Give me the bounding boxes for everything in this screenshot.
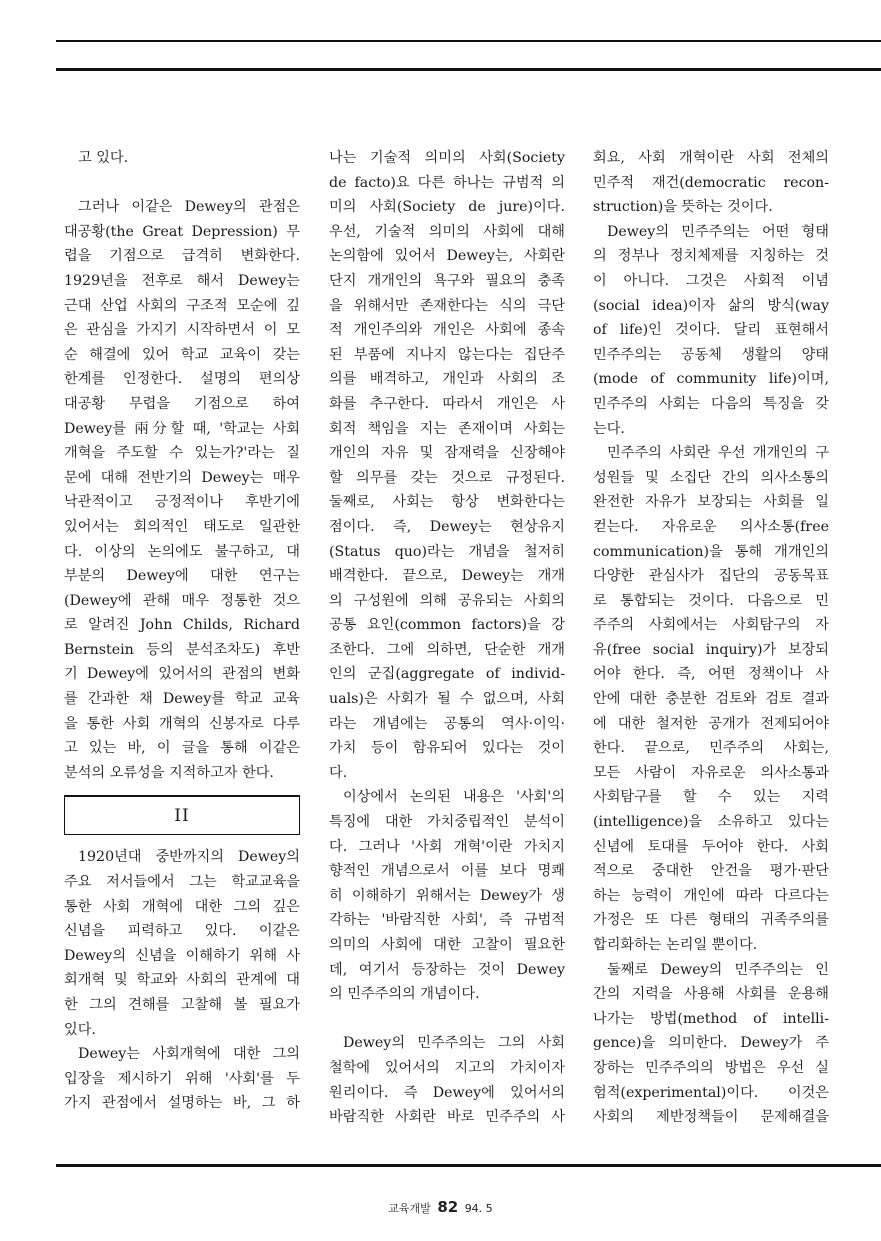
paragraph [64,195,300,785]
text-line: Dewey의 민주주의는 어떤 형태 [607,223,829,240]
text-line: 사회탐구를 할 수 있는 지력 [593,789,829,806]
text-line: 한다. 끝으로, 민주주의 사회는, [593,740,829,757]
text-line: 의 구성원에 의해 공유되는 사회의 [329,592,565,609]
text-line: 의 민주주의의 개념이다. [329,986,480,1003]
text-line: 화를 추구한다. 따라서 개인은 사 [329,395,565,412]
text-line: 낙관적이고 긍정적이나 후반기에 [64,494,300,511]
text-line: Dewey는 사회개혁에 대한 그의 [78,1046,300,1063]
paragraph [64,146,300,171]
paragraph [593,146,829,220]
text-line: communication)을 통해 개개인의 [593,543,829,560]
text-line: 1920년대 중반까지의 Dewey의 [78,849,300,866]
text-line: 각하는 '바람직한 사회', 즉 규범적 [329,912,565,929]
text-column-right [593,146,829,1130]
text-line: 합리화하는 논리일 뿐이다. [593,937,758,953]
paragraph [64,1042,300,1116]
text-line: 둘째로, 사회는 항상 변화한다는 [329,494,565,511]
text-line: de facto)요 다른 하나는 규범적 의 [329,174,565,191]
text-line: 원리이다. 즉 Dewey에 있어서의 [329,1084,565,1101]
paragraph [593,958,829,1130]
text-line: 성원들 및 소집단 간의 의사소통의 [593,469,829,486]
text-line: 철학에 있어서의 지고의 가치이자 [329,1059,565,1076]
text-line: (social idea)이자 삶의 방식(way [593,297,829,314]
text-line: 을 위해서만 존재한다는 식의 극단 [329,297,565,314]
text-line: 바람직한 사회란 바로 민주주의 사 [329,1109,565,1126]
text-line: struction)을 뜻하는 것이다. [593,199,773,216]
text-line: 유(free social inquiry)가 보장되 [593,641,829,658]
text-line: 신념을 피력하고 있다. 이같은 [64,923,300,940]
text-line: Dewey의 민주주의는 그의 사회 [343,1035,565,1052]
text-line: 이 아니다. 그것은 사회적 이념 [593,272,829,289]
text-line: 나는 기술적 의미의 사회(Society [329,150,565,166]
text-line: 회요, 사회 개혁이란 사회 전체의 [593,150,829,166]
text-line: Dewey의 신념을 이해하기 위해 사 [64,947,300,964]
text-line: uals)은 사회가 될 수 없으며, 사회 [329,691,565,708]
text-line: 로 통합되는 것이다. 다음으로 민 [593,592,829,609]
text-line: 개혁을 주도할 수 있는가?'라는 질 [64,445,300,462]
paragraph [593,441,829,957]
text-line: 할 의무를 갖는 것으로 규정된다. [329,469,565,486]
text-line: 가지 관점에서 설명하는 바, 그 하 [64,1095,300,1112]
page-footer [0,1198,881,1216]
text-line: 개인의 자유 및 잠재력을 신장해야 [329,445,565,462]
text-line: 의 정부나 정치체제를 지칭하는 것 [593,248,829,265]
text-line: 는다. [593,420,625,437]
footer-journal-name: 교육개발 [388,1202,431,1215]
text-line: 회개혁 및 학교와 사회의 관계에 대 [64,972,300,989]
text-column-middle [329,146,565,1130]
text-line: 향적인 개념으로서 이를 보다 명쾌 [329,863,565,880]
text-line: 로 알려진 John Childs, Richard [64,617,300,634]
paragraph [64,845,300,1042]
text-line: 렵을 기점으로 급격히 변화한다. [64,248,300,265]
text-line: 기 Dewey에 있어서의 관점의 변화 [64,666,300,683]
text-line: 가정은 또 다른 형태의 귀족주의를 [593,912,829,929]
text-line: 입장을 제시하기 위해 '사회'를 두 [64,1070,300,1087]
text-line: 문에 대해 전반기의 Dewey는 매우 [64,469,300,486]
text-line: 라는 개념에는 공통의 역사·이익· [329,715,565,732]
text-line: 하는 능력이 개인에 따라 다르다는 [593,887,829,904]
text-line: (mode of community life)이며, [593,371,829,388]
text-line: 신념에 토대를 두어야 한다. 사회 [593,838,829,855]
footer-issue: 94. 5 [464,1202,493,1215]
text-line: 모든 사람이 자유로운 의사소통과 [593,764,829,781]
text-line: 점이다. 즉, Dewey는 현상유지 [329,518,565,535]
text-line: 민주주의는 공동체 생활의 양태 [593,346,829,363]
text-line: 컫는다. 자유로운 의사소통(free [593,518,829,535]
text-line: 의미의 사회에 대한 고찰이 필요한 [329,937,565,953]
paragraph [329,1031,565,1129]
paragraph [329,785,565,1006]
text-line: 험적(experimental)이다. 이것은 [593,1084,829,1101]
text-line: 부분의 Dewey에 대한 연구는 [64,568,300,585]
text-line: 의를 배격하고, 개인과 사회의 조 [329,371,565,388]
text-line: 다양한 관심사가 집단의 공동목표 [593,568,829,585]
header-rule-thin [56,40,881,42]
text-line: 대공황(the Great Depression) 무 [64,223,300,240]
text-line: of life)인 것이다. 달리 표현해서 [593,322,829,339]
text-line: 적 개인주의와 개인은 사회에 종속 [329,322,565,339]
text-line: 을 통한 사회 개혁의 신봉자로 다루 [64,715,300,732]
text-line: gence)을 의미한다. Dewey가 주 [593,1035,829,1052]
paragraph [329,146,565,785]
text-line: 우선, 기술적 의미의 사회에 대해 [329,223,565,240]
text-line: 를 간과한 채 Dewey를 학교 교육 [64,691,300,708]
text-line: 주주의 사회에서는 사회탐구의 자 [593,617,829,634]
text-line: 공통 요인(common factors)을 강 [329,617,565,634]
text-line: 사회의 제반정책들이 문제해결을 [593,1109,829,1126]
text-line: 다. [329,764,348,781]
text-line: 데, 여기서 등장하는 것이 Dewey [329,961,565,978]
text-line: 다. 그러나 '사회 개혁'이란 가치지 [329,838,565,855]
text-line: 어야 한다. 즉, 어떤 정책이나 사 [593,666,829,683]
text-line: 안에 대한 충분한 검토와 검토 결과 [593,691,829,708]
text-line: 다. 이상의 논의에도 불구하고, 대 [64,543,300,560]
text-line: 민주주의 사회는 다음의 특징을 갖 [593,395,829,412]
text-line: 은 관심을 가지기 시작하면서 이 모 [64,322,300,339]
text-line: 히 이해하기 위해서는 Dewey가 생 [329,887,565,904]
text-line: 있다. [64,1021,96,1038]
text-line: 한계를 인정한다. 설명의 편의상 [64,371,300,388]
text-line: 둘째로 Dewey의 민주주의는 인 [607,961,829,978]
text-line: 그러나 이같은 Dewey의 관점은 [78,199,300,216]
text-line: 1929년을 전후로 해서 Dewey는 [64,272,300,289]
paragraph-spacer [329,1007,565,1032]
text-line: 고 있는 바, 이 글을 통해 이같은 [64,740,300,757]
text-column-left [64,146,300,1116]
text-line: 특징에 대한 가치중립적인 분석이 [329,814,565,831]
paragraph [593,220,829,441]
text-line: (Dewey에 관해 매우 정통한 것으 [64,592,300,609]
text-line: Bernstein 등의 분석조차도) 후반 [64,641,300,658]
text-line: 완전한 자유가 보장되는 사회를 일 [593,494,829,511]
text-line: 적으로 중대한 안건을 평가·판단 [593,863,829,880]
text-line: 민주적 재건(democratic recon- [593,174,829,191]
text-line: 주요 저서들에서 그는 학교교육을 [64,874,300,891]
text-line: 대공황 무렵을 기점으로 하여 [64,395,300,412]
text-line: 인의 군집(aggregate of individ- [329,666,565,683]
text-line: 에 대한 철저한 공개가 전제되어야 [593,715,829,732]
text-line: 이상에서 논의된 내용은 '사회'의 [343,789,565,806]
text-line: 분석의 오류성을 지적하고자 한다. [64,764,274,781]
text-line: 통한 사회 개혁에 대한 그의 깊은 [64,898,300,915]
footer-rule [56,1164,881,1167]
text-line: 조한다. 그에 의하면, 단순한 개개 [329,641,565,658]
footer-page-number: 82 [437,1198,459,1216]
text-line: (intelligence)을 소유하고 있다는 [593,814,829,831]
text-line: 순 해결에 있어 학교 교육이 갖는 [64,346,300,363]
text-line: 단지 개개인의 욕구와 필요의 충족 [329,272,565,289]
text-line: (Status quo)라는 개념을 철저히 [329,543,565,560]
text-line: 나가는 방법(method of intelli- [593,1010,829,1027]
text-line: 배격한다. 끝으로, Dewey는 개개 [329,568,565,585]
text-line: 있어서는 회의적인 태도로 일관한 [64,518,300,535]
text-line: 회적 책임을 지는 존재이며 사회는 [329,420,565,437]
paragraph-spacer [64,171,300,196]
text-line: 한 그의 견해를 고찰해 볼 필요가 [64,997,300,1013]
text-line: 된 부품에 지나지 않는다는 집단주 [329,346,565,363]
text-line: 가치 등이 함유되어 있다는 것이 [329,740,565,757]
text-line: 논의함에 있어서 Dewey는, 사회란 [329,248,565,265]
text-line: 간의 지력을 사용해 사회를 운용해 [593,986,829,1003]
header-rule-thick [56,68,881,71]
text-line: 민주주의 사회란 우선 개개인의 구 [607,445,829,462]
text-line: Dewey를 兩分할 때, '학교는 사회 [64,420,300,437]
text-line: 근대 산업 사회의 구조적 모순에 깊 [64,297,300,314]
section-heading: II [64,795,300,835]
text-line: 미의 사회(Society de jure)이다. [329,199,565,216]
text-line: 장하는 민주주의의 방법은 우선 실 [593,1059,829,1076]
text-line: 고 있다. [78,150,129,166]
